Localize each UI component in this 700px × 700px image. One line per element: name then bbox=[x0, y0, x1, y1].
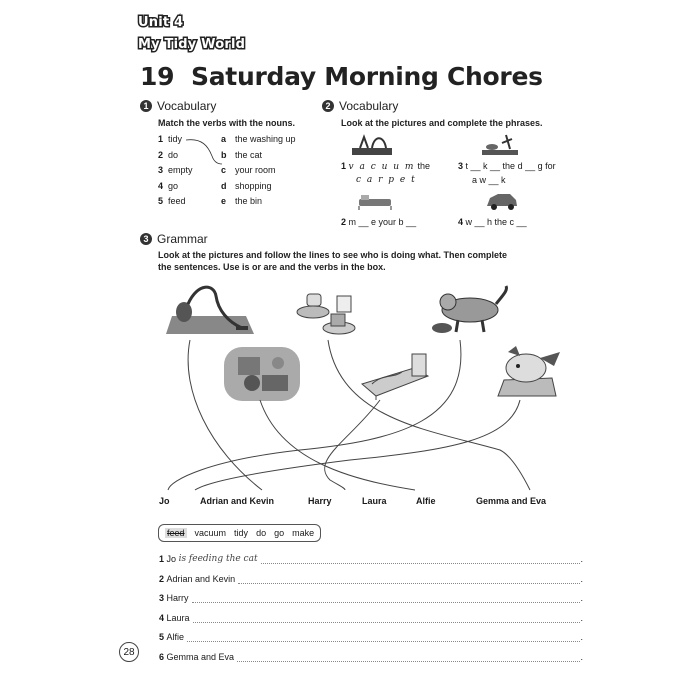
section2-instruction: Look at the pictures and complete the phrases. bbox=[341, 118, 543, 128]
section1-heading bbox=[140, 99, 216, 113]
sentence-row: 2 Adrian and Kevin . bbox=[159, 574, 583, 584]
vacuum-carpet-picture bbox=[350, 133, 394, 157]
unit-number: Unit 4 bbox=[138, 15, 184, 30]
phrase-3-line2: a w __ k bbox=[472, 175, 506, 185]
sentence-row: 5 Alfie . bbox=[159, 632, 583, 642]
phrase-1: 1 v a c u u m the bbox=[341, 161, 430, 172]
phrase-4: 4 w __ h the c __ bbox=[458, 217, 527, 227]
match-row: 4 go d shopping bbox=[158, 180, 272, 191]
section2-number: 2 bbox=[322, 100, 334, 112]
name-label: Jo bbox=[159, 496, 170, 506]
name-label: Harry bbox=[308, 496, 332, 506]
sentence-row: 6 Gemma and Eva . bbox=[159, 652, 583, 662]
name-label: Laura bbox=[362, 496, 387, 506]
answer-line[interactable] bbox=[192, 594, 581, 603]
sentence-row: 4 Laura . bbox=[159, 613, 583, 623]
section3-title: Grammar bbox=[157, 232, 208, 246]
car-picture bbox=[484, 190, 520, 212]
word-box-item: feed bbox=[167, 528, 185, 538]
match-row: 5 feed e the bin bbox=[158, 196, 263, 206]
section3-heading bbox=[140, 232, 208, 246]
lesson-title: Saturday Morning Chores bbox=[191, 62, 543, 91]
word-box-item: vacuum bbox=[194, 528, 227, 538]
word-box-item: tidy bbox=[234, 528, 249, 538]
matching-exercise bbox=[158, 132, 318, 210]
page-title bbox=[140, 62, 543, 91]
word-box-item: go bbox=[274, 528, 285, 538]
answer-line[interactable] bbox=[261, 555, 581, 564]
example-match-line bbox=[184, 136, 224, 168]
lesson-number: 19 bbox=[140, 62, 175, 91]
match-row: 2 do b the cat bbox=[158, 149, 263, 160]
phrase-3: 3 t __ k __ the d __ g for bbox=[458, 161, 556, 171]
answer-line[interactable] bbox=[193, 614, 581, 623]
section3-instruction: Look at the pictures and follow the lines to see who is doing what. Then complete the sentences. Use is or are and the verbs in the box. bbox=[158, 250, 508, 272]
section1-number: 1 bbox=[140, 100, 152, 112]
sentence-row: 1 Jo is feeding the cat . bbox=[159, 554, 583, 564]
section2-heading bbox=[322, 99, 398, 113]
name-label: Gemma and Eva bbox=[476, 496, 547, 506]
section2-title: Vocabulary bbox=[339, 99, 399, 113]
name-label: Alfie bbox=[416, 496, 436, 506]
section3-number: 3 bbox=[140, 233, 152, 245]
section1-instruction: Match the verbs with the nouns. bbox=[158, 118, 296, 128]
phrase-2: 2 m __ e your b __ bbox=[341, 217, 417, 227]
match-row: 3 empty c your room bbox=[158, 165, 276, 175]
unit-name: My Tidy World bbox=[138, 37, 246, 52]
answer-line[interactable] bbox=[187, 633, 580, 642]
answer-text: is feeding the cat bbox=[178, 554, 258, 564]
answer-line[interactable] bbox=[237, 653, 580, 662]
bed-picture bbox=[357, 191, 393, 211]
word-box-item: make bbox=[292, 528, 315, 538]
dog-walk-picture bbox=[480, 133, 520, 157]
word-box-item: do bbox=[256, 528, 267, 538]
match-row: 1 tidy a the washing up bbox=[158, 134, 296, 144]
word-box bbox=[158, 524, 321, 542]
answer-line[interactable] bbox=[238, 575, 580, 584]
sentence-row: 3 Harry . bbox=[159, 593, 583, 603]
phrase-1-line2: c a r p e t bbox=[356, 175, 417, 185]
tangled-lines bbox=[150, 330, 570, 500]
section1-title: Vocabulary bbox=[157, 99, 217, 113]
name-label: Adrian and Kevin bbox=[200, 496, 275, 506]
page-number: 28 bbox=[119, 642, 139, 662]
